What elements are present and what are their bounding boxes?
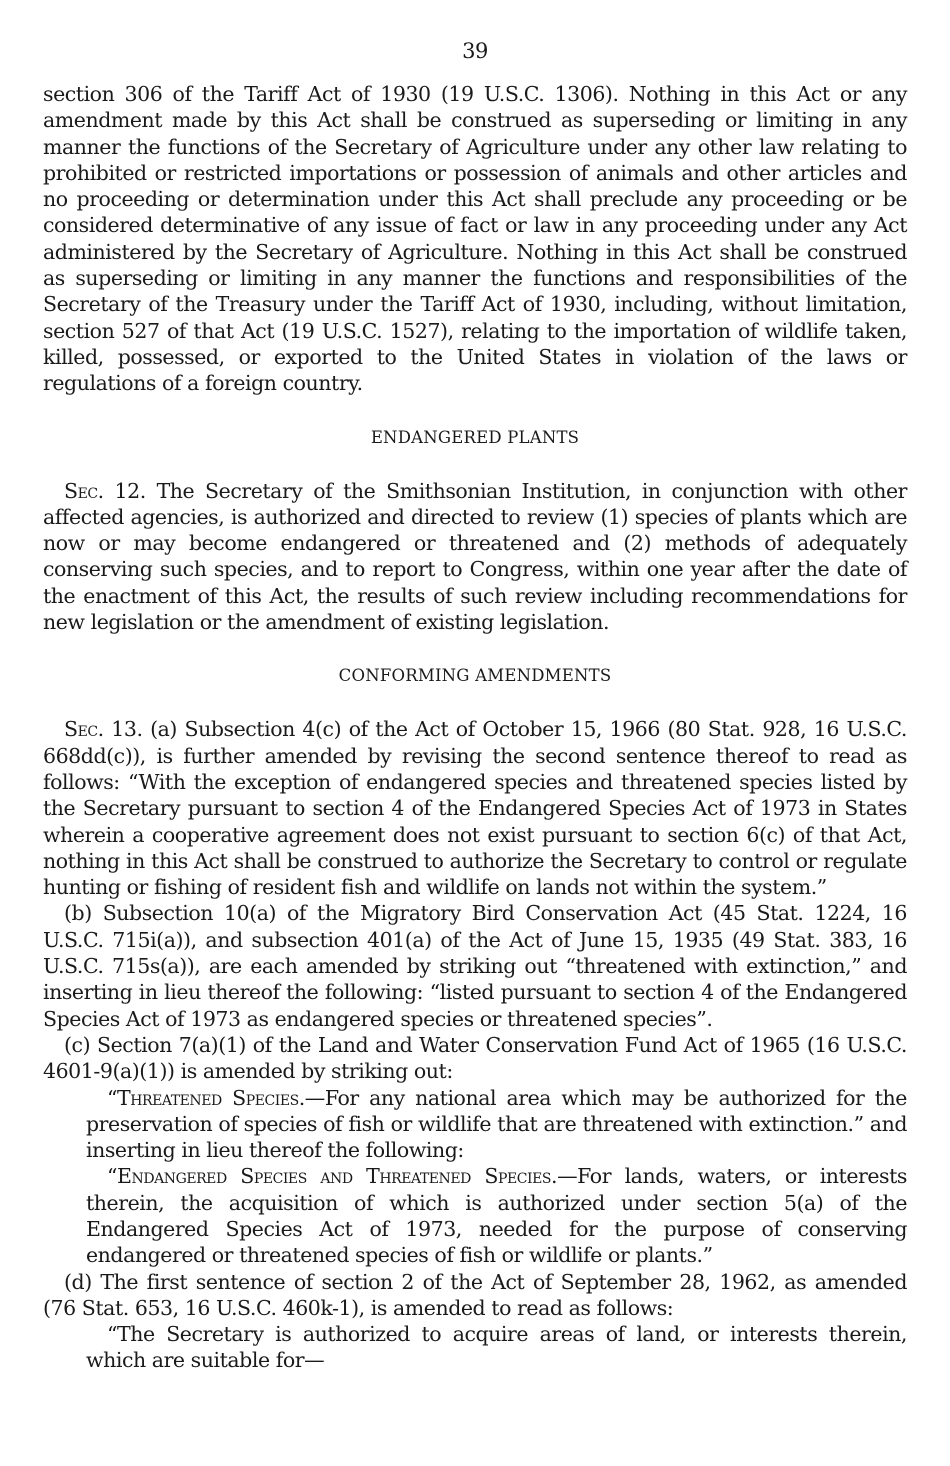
section-label: Sec. 12. [64, 478, 146, 503]
section-label: Sec. 13. [64, 717, 143, 742]
paragraph-sec-12 [43, 478, 907, 636]
quote-endangered-and-threatened-species [43, 1163, 907, 1268]
section-heading-endangered-plants: ENDANGERED PLANTS [370, 427, 580, 447]
paragraph-sec-13-d: (d) The first sentence of section 2 of the Act of September 28, 1962, as amended (76 Stat. 653, 16 U.S.C. 460k-1), is amended to read as follows: [43, 1269, 907, 1320]
paragraph-sec-13-a [43, 716, 907, 900]
quote-secretary-authorized: “The Secretary is authorized to acquire areas of land, or interests therein, which are suitable for— [86, 1322, 907, 1373]
section-heading-conforming-amendments: CONFORMING AMENDMENTS [338, 666, 612, 686]
quote-label: “Threatened Species. [107, 1085, 305, 1110]
paragraph-sec-13-c: (c) Section 7(a)(1) of the Land and Water Conservation Fund Act of 1965 (16 U.S.C. 4601-9(a)(1)) is amended by striking out: [43, 1032, 907, 1084]
section-text: The Secretary of the Smithsonian Institution, in conjunction with other affected agencies, is authorized and directed to review (1) species of plants which are now or may become endangered or threatened and (2) methods of adequately conserving such species, and to report to Congress, within one year after the date of the enactment of this Act, the results of such review including recommendations for new legislation or the amendment of existing legislation. [43, 478, 907, 635]
section-text: (a) Subsection 4(c) of the Act of October 15, 1966 (80 Stat. 928, 16 U.S.C. 668dd(c)), is further amended by revising the second sentence thereof to read as follows: “With the exception of endangered species and threatened species listed by the Secretary pursuant to section 4 of the Endangered Species Act of 1973 in States wherein a cooperative agreement does not exist pursuant to section 6(c) of that Act, nothing in this Act shall be construed to authorize the Secretary to control or regulate hunting or fishing of resident fish and wildlife on lands not within the system.” [43, 717, 907, 900]
quote-text: —For lands, waters, or interests therein, the acquisition of which is authorized under section 5(a) of the Endangered Species Act of 1973, needed for the purpose of conserving endangered or threatened species of fish or wildlife or plants.” [86, 1164, 907, 1268]
quote-threatened-species [43, 1085, 907, 1164]
document-page [43, 38, 907, 1374]
quote-text: —For any national area which may be authorized for the preservation of species of fish or wildlife that are threatened with extinction.” and inserting in lieu thereof the following: [86, 1085, 907, 1163]
paragraph-sec-13-b: (b) Subsection 10(a) of the Migratory Bird Conservation Act (45 Stat. 1224, 16 U.S.C. 715i(a)), and subsection 401(a) of the Act of June 15, 1935 (49 Stat. 383, 16 U.S.C. 715s(a)), are each amended by striking out “threatened with extinction,” and inserting in lieu thereof the following: “listed pursuant to section 4 of the Endangered Species Act of 1973 as endangered species or threatened species”. [43, 901, 907, 1031]
paragraph-continuation: section 306 of the Tariff Act of 1930 (19 U.S.C. 1306). Nothing in this Act or any amendment made by this Act shall be construed as superseding or limiting in any manner the functions of the Secretary of Agriculture under any other law relating to prohibited or restricted importations or possession of animals and other articles and no proceeding or determination under this Act shall preclude any proceeding or be considered determinative of any issue of fact or law in any proceeding under any Act administered by the Secretary of Agriculture. Nothing in this Act shall be construed as superseding or limiting in any manner the functions and responsibilities of the Secretary of the Treasury under the Tariff Act of 1930, including, without limitation, section 527 of that Act (19 U.S.C. 1527), relating to the importation of wildlife taken, killed, possessed, or exported to the United States in violation of the laws or regulations of a foreign country. [43, 82, 907, 396]
quote-label: “Endangered Species and Threatened Species. [107, 1164, 558, 1189]
page-number: 39 [462, 39, 488, 63]
